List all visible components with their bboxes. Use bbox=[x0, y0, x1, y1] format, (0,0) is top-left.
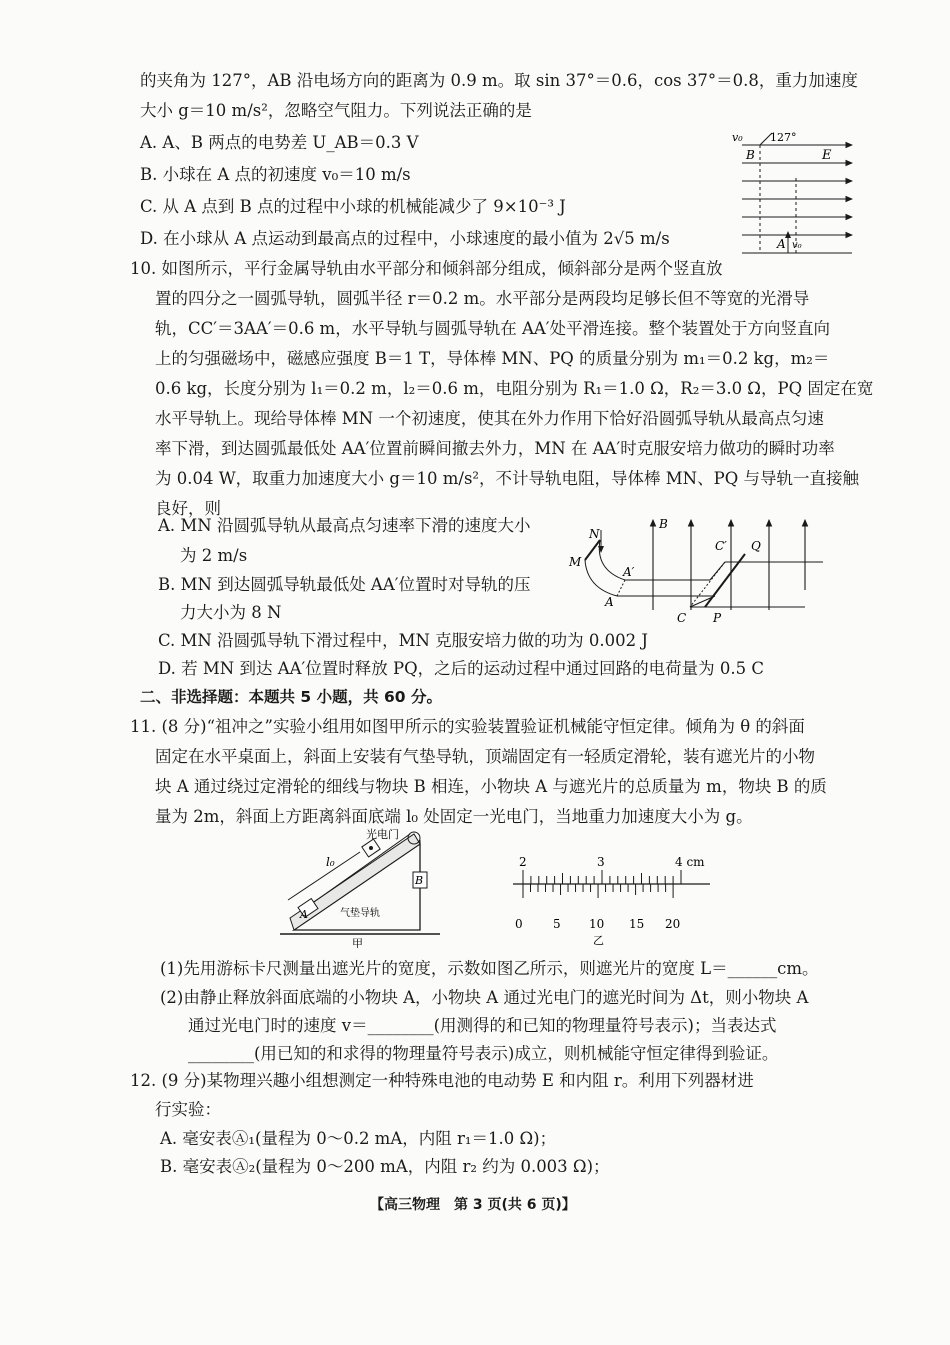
label-m: M bbox=[569, 555, 582, 569]
q9-option-d: D. 在小球从 A 点运动到最高点的过程中，小球速度的最小值为 2√5 m/s bbox=[140, 229, 670, 248]
section-2-header: 二、非选择题：本题共 5 小题，共 60 分。 bbox=[140, 688, 442, 706]
photogate-label: 光电门 bbox=[366, 828, 399, 841]
block-b-label: B bbox=[415, 874, 424, 887]
v0-top-label: v₀ bbox=[732, 131, 743, 144]
q10-line5: 0.6 kg，长度分别为 l₁＝0.2 m，l₂＝0.6 m，电阻分别为 R₁＝1.0 Ω，R₂＝3.0 Ω，PQ 固定在宽 bbox=[155, 379, 874, 398]
vernier-label-15: 15 bbox=[629, 917, 645, 931]
q10-line9: 良好，则 bbox=[155, 499, 221, 518]
label-n: N bbox=[589, 527, 600, 541]
air-track-label: 气垫导轨 bbox=[340, 908, 380, 919]
q10-option-a-cont: 为 2 m/s bbox=[180, 546, 248, 565]
q11-vernier-caliper bbox=[505, 852, 720, 948]
vernier-label-0: 0 bbox=[515, 917, 523, 931]
cc-prime-line bbox=[690, 562, 725, 607]
q9-field-figure bbox=[730, 128, 860, 256]
l0-label: l₀ bbox=[326, 855, 335, 869]
q10-line4: 上的匀强磁场中，磁感应强度 B＝1 T，导体棒 MN、PQ 的质量分别为 m₁＝0.2 kg，m₂＝ bbox=[155, 349, 830, 368]
q10-line6: 水平导轨上。现给导体棒 MN 一个初速度，使其在外力作用下恰好沿圆弧导轨从最高点匀速 bbox=[155, 409, 824, 428]
q10-option-d: D. 若 MN 到达 AA′位置时释放 PQ，之后的运动过程中通过回路的电荷量为 0.5 C bbox=[158, 659, 765, 678]
fig-jia-caption: 甲 bbox=[352, 937, 363, 948]
label-a-prime: A′ bbox=[623, 565, 635, 579]
q11-sub1: (1)先用游标卡尺测量出遮光片的宽度，示数如图乙所示，则遮光片的宽度 L＝______cm。 bbox=[160, 959, 819, 978]
v0-bottom-label: v₀ bbox=[792, 240, 802, 251]
vernier-label-5: 5 bbox=[553, 917, 561, 931]
q12-item-a: A. 毫安表Ⓐ₁(量程为 0～0.2 mA，内阻 r₁＝1.0 Ω)； bbox=[160, 1129, 557, 1148]
point-b-label: B bbox=[746, 148, 755, 162]
q10-option-b-cont: 力大小为 8 N bbox=[180, 603, 282, 622]
q11-figure-jia bbox=[280, 826, 450, 948]
q11-line4: 量为 2m，斜面上方距离斜面底端 l₀ 处固定一光电门，当地重力加速度大小为 g。 bbox=[155, 807, 753, 826]
q10-rail-figure bbox=[565, 510, 840, 625]
q10-option-a: A. MN 沿圆弧导轨从最高点匀速率下滑的速度大小 bbox=[158, 516, 531, 535]
q10-line8: 为 0.04 W，取重力加速度大小 g＝10 m/s²，不计导轨电阻，导体棒 MN、PQ 与导轨一直接触 bbox=[155, 469, 859, 488]
label-a: A bbox=[605, 595, 614, 609]
q10-option-c: C. MN 沿圆弧导轨下滑过程中，MN 克服安培力做的功为 0.002 J bbox=[158, 631, 649, 650]
vernier-scale bbox=[523, 884, 673, 898]
q9-line1: 的夹角为 127°，AB 沿电场方向的距离为 0.9 m。取 sin 37°＝0.6，cos 37°＝0.8，重力加速度 bbox=[140, 71, 858, 90]
q11-line3: 块 A 通过绕过定滑轮的细线与物块 B 相连，小物块 A 与遮光片的总质量为 m，物块 B 的质 bbox=[155, 777, 827, 796]
label-q: Q bbox=[751, 539, 761, 553]
q11-sub2-line3: ________(用已知的和求得的物理量符号表示)成立，则机械能守恒定律得到验证。 bbox=[188, 1044, 779, 1063]
q10-option-b: B. MN 到达圆弧导轨最低处 AA′位置时对导轨的压 bbox=[158, 575, 531, 594]
q9-option-c: C. 从 A 点到 B 点的过程中小球的机械能减少了 9×10⁻³ J bbox=[140, 197, 566, 216]
label-b: B bbox=[659, 517, 668, 531]
q11-line2: 固定在水平桌面上，斜面上安装有气垫导轨，顶端固定有一轻质定滑轮，装有遮光片的小物 bbox=[155, 747, 815, 766]
main-scale-label-2: 2 bbox=[519, 855, 527, 869]
main-scale bbox=[523, 870, 681, 884]
q10-line3: 轨，CC′＝3AA′＝0.6 m，水平导轨与圆弧导轨在 AA′处平滑连接。整个装置处于方向竖直向 bbox=[155, 319, 831, 338]
q12-item-b: B. 毫安表Ⓐ₂(量程为 0～200 mA，内阻 r₂ 约为 0.003 Ω)； bbox=[160, 1157, 610, 1176]
q11-line1: 11. (8 分)“祖冲之”实验小组用如图甲所示的实验装置验证机械能守恒定律。倾角为 θ 的斜面 bbox=[130, 717, 805, 736]
aa-prime-line bbox=[617, 580, 625, 596]
main-scale-label-4cm: 4 cm bbox=[675, 855, 705, 869]
page-footer: 【高三物理 第 3 页(共 6 页)】 bbox=[370, 1197, 576, 1213]
label-c-prime: C′ bbox=[715, 539, 727, 553]
q12-line2: 行实验： bbox=[155, 1100, 221, 1119]
fig-yi-caption: 乙 bbox=[593, 934, 604, 947]
q10-line2: 置的四分之一圆弧导轨，圆弧半径 r＝0.2 m。水平部分是两段均足够长但不等宽的光滑导 bbox=[155, 289, 810, 308]
block-a-label: A bbox=[300, 908, 308, 921]
arc-rail-front bbox=[585, 560, 617, 596]
q9-line2: 大小 g＝10 m/s²，忽略空气阻力。下列说法正确的是 bbox=[140, 101, 532, 120]
point-a-label: A bbox=[777, 237, 786, 251]
q9-option-b: B. 小球在 A 点的初速度 v₀＝10 m/s bbox=[140, 165, 411, 184]
vernier-label-20: 20 bbox=[665, 917, 681, 931]
angle-label: 127° bbox=[770, 131, 797, 144]
vernier-label-10: 10 bbox=[589, 917, 605, 931]
rod-mn bbox=[585, 540, 600, 560]
field-e-label: E bbox=[822, 148, 832, 163]
step-back bbox=[710, 562, 725, 580]
field-lines bbox=[742, 145, 852, 253]
label-c: C bbox=[677, 611, 687, 625]
q10-line7: 率下滑，到达圆弧最低处 AA′位置前瞬间撤去外力，MN 在 AA′时克服安培力做功的瞬时功率 bbox=[155, 439, 835, 458]
photogate-dot bbox=[369, 846, 373, 850]
q9-option-a: A. A、B 两点的电势差 U_AB＝0.3 V bbox=[140, 133, 419, 152]
main-scale-label-3: 3 bbox=[597, 855, 605, 869]
q12-line1: 12. (9 分)某物理兴趣小组想测定一种特殊电池的电动势 E 和内阻 r。利用下列器材进 bbox=[130, 1071, 754, 1090]
q11-sub2-line1: (2)由静止释放斜面底端的小物块 A，小物块 A 通过光电门的遮光时间为 Δt，则小物块 A bbox=[160, 988, 809, 1007]
q10-line1: 10. 如图所示，平行金属导轨由水平部分和倾斜部分组成，倾斜部分是两个竖直放 bbox=[130, 259, 723, 278]
arc-rail-back bbox=[599, 540, 625, 580]
label-p: P bbox=[713, 611, 722, 625]
q11-sub2-line2: 通过光电门时的速度 v＝________(用测得的和已知的物理量符号表示)；当表达式 bbox=[188, 1016, 777, 1035]
